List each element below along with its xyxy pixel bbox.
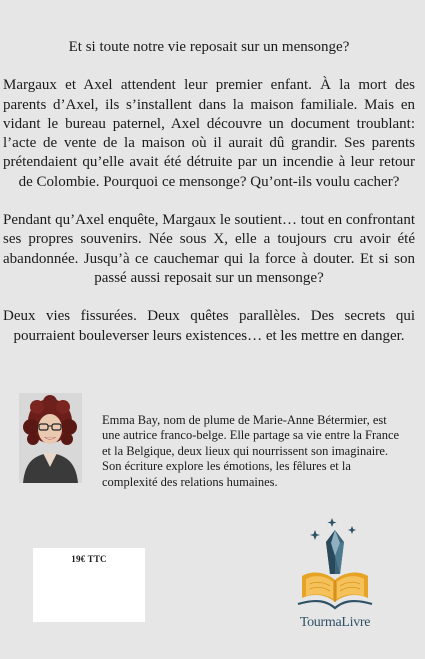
blurb <box>3 38 415 365</box>
blurb-paragraph-2: Pendant qu’Axel enquête, Margaux le soutient… tout en confrontant ses propres souvenirs. Née sous X, elle a toujours cru avoir été abandonnée. Jusqu’à ce cauchemar qui la force à douter. Et si son passé aussi reposait sur un mensonge? <box>3 212 415 286</box>
author-photo <box>19 393 82 483</box>
publisher-name: TourmaLivre <box>299 615 371 630</box>
blurb-paragraph-3: Deux vies fissurées. Deux quêtes parallèles. Des secrets qui pourraient bouleverser leurs existences… et les mettre en danger. <box>3 308 415 344</box>
price-label: 19€ TTC <box>71 554 107 564</box>
author-bio: Emma Bay, nom de plume de Marie-Anne Bétermier, est une autrice franco-belge. Elle partage sa vie entre la France et la Belgique, deux lieux qui nourrissent son imaginaire. Son écriture explore les émotions, les fêlures et la complexité des relations humaines. <box>102 412 400 489</box>
price-box <box>33 548 145 622</box>
blurb-hook: Et si toute notre vie reposait sur un mensonge? <box>68 39 350 55</box>
blurb-paragraph-1: Margaux et Axel attendent leur premier enfant. À la mort des parents d’Axel, ils s’installent dans la maison familiale. Mais en vidant le bureau paternel, Axel découvre un document troublant: l’acte de vente de la maison où il aurait dû grandir. Ses parents prétendaient qu’elle avait été détruite par un incendie à leur retour de Colombie. Pourquoi ce mensonge? Qu’ont-ils voulu cacher? <box>3 77 415 190</box>
